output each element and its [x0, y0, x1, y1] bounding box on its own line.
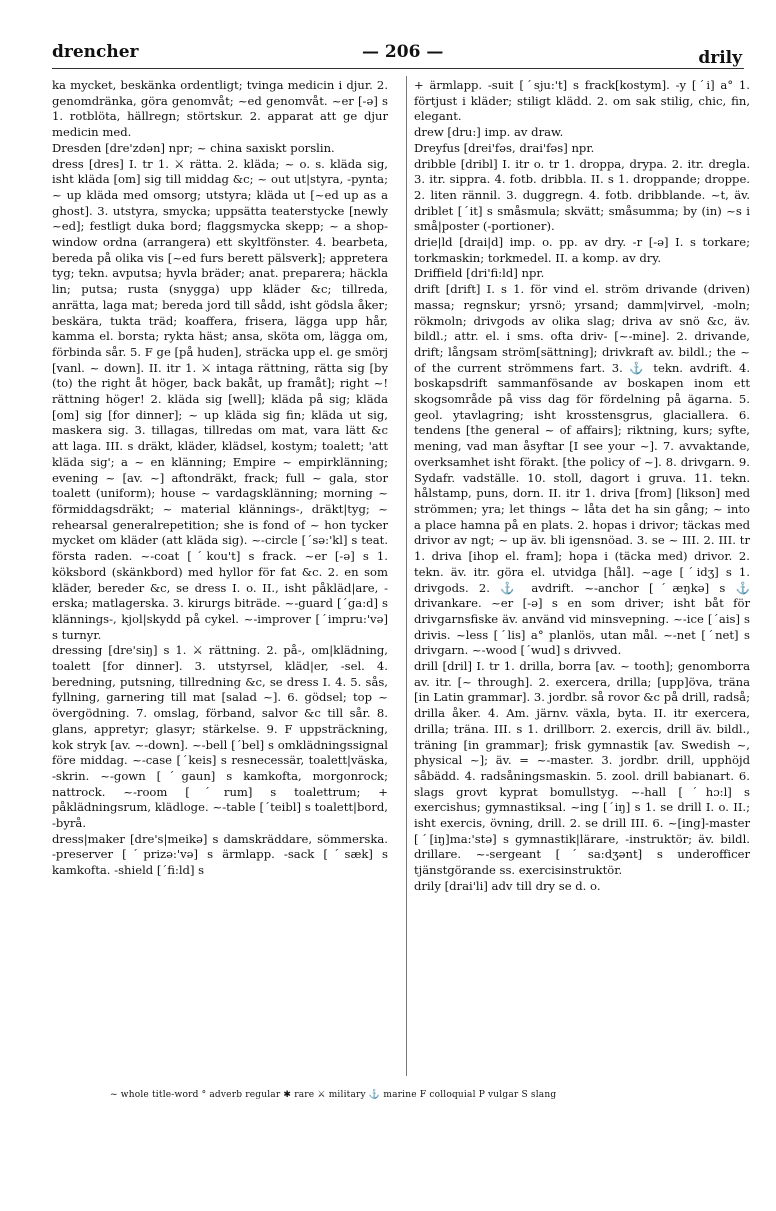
entry-drily: drily [drai'li] adv till dry se d. o. [414, 878, 601, 893]
page-number: — 206 — [362, 42, 444, 62]
entry-dried: drie|ld [drai|d] imp. o. pp. av dry. -r [-ə] I. s torkare; torkmaskin; torkmedel. II. a komp. av dry. [414, 235, 750, 265]
left-guide-word: drencher [52, 42, 139, 62]
right-guide-word: drily [698, 48, 742, 68]
left-column [52, 78, 388, 879]
right-column [414, 78, 750, 895]
page-header [52, 40, 742, 70]
header-rule [52, 68, 744, 69]
entry-dribble: dribble [dribl] I. itr o. tr 1. droppa, drypa. 2. itr. dregla. 3. itr. sippra. 4. fotb. dribbla. II. s 1. droppande; droppe. 2. liten rännil. 3. duggregn. 4. fotb. dribblande. ~t, äv. driblet [ˊit] s småsmula; skvätt; småsumma; by (in) ~s i små|poster (-portioner). [414, 156, 750, 234]
entry-ka-mycket: ka mycket, beskänka ordentligt; tvinga medicin i djur. 2. genomdränka, göra genomvåt; ~ed genomvåt. ~er [-ə] s 1. rotblöta, hällregn; störtskur. 2. apparat att ge djur medicin med. [52, 78, 388, 140]
entry-driffield: Driffield [dri'fi:ld] npr. [414, 266, 545, 281]
entry-dreyfus: Dreyfus [drei'fəs, drai'fəs] npr. [414, 140, 595, 155]
column-separator [406, 76, 407, 1076]
entry-drift: drift [drift] I. s 1. för vind el. ström drivande (driven) massa; regnskur; yrsnö; yrsand; damm|virvel, -moln; rökmoln; drivgods av olika slag; driva av snö &c, äv. bildl.; attr. el. i sms. ofta driv- [~-mine]. 2. drivande, drift; långsam ström[sättning]; drivkraft av. bildl.; the ~ of the current strömmens fart. 3. ⚓ tekn. avdrift. 4. boskapsdrift sammanfösande av boskapen inom ett skogsområde på viss dag för fördelning på ägarna. 5. geol. ytavlagring; isht krosstensgrus, glaciallera. 6. tendens [the general ~ of affairs]; riktning, kurs; syfte, mening, vad man åsyftar [I see your ~]. 7. avvaktande, overksamhet isht förakt. [the policy of ~]. 8. drivgarn. 9. Sydafr. vadställe. 10. stoll, dagort i gruva. 11. tekn. hålstamp, puns, dorn. II. itr 1. driva [from] [likson] med strömmen; yra; let things ~ låta det ha sin gång; ~ into a place hamna på en plats. 2. hopas i drivor; täckas med drivor av ngt; ~ up äv. bli igensnöad. 3. se ~ III. 2. III. tr 1. driva [ihop el. fram]; hopa i (täcka med) drivor. 2. tekn. äv. itr. göra el. utvidga [hål]. ~age [ˊidʒ] s 1. drivgods. 2. ⚓ avdrift. ~-anchor [ˊæŋkə] s ⚓ drivankare. ~er [-ə] s en som driver; isht båt för drivgarnsfiske äv. använd vid minsvepning. ~-ice [ˊais] s drivis. ~less [ˊlis] a° planlös, utan mål. ~-net [ˊnet] s drivgarn. ~-wood [ˊwud] s drivved. [414, 282, 750, 658]
entry-dressing: dressing [dre'siŋ] s 1. ⚔ rättning. 2. på-, om|klädning, toalett [for dinner]. 3. utstyrsel, kläd|er, -sel. 4. beredning, putsning, tillredning &c, se dress I. 4. 5. sås, fyllning, garnering till mat [salad ~]. 6. gödsel; top ~ övergödning. 7. omslag, förband, salvor &c till sår. 8. glans, appretyr; glasyr; stärkelse. 9. F uppsträckning, kok stryk [av. ~-down]. ~-bell [ˊbel] s omklädningssignal före middag. ~-case [ˊkeis] s resnecessär, toalett|väska, -skrin. ~-gown [ˊgaun] s kamkofta, morgonrock; nattrock. ~-room [ˊrum] s toalettrum; + påklädningsrum, klädloge. ~-table [ˊteibl] s toalett|bord, -byrå. [52, 643, 388, 831]
symbol-legend: ~ whole title-word ° adverb regular ✱ rare ⚔ military ⚓ marine F colloquial P vulgar S slang [110, 1090, 557, 1100]
entry-drill: drill [dril] I. tr 1. drilla, borra [av. ~ tooth]; genomborra av. itr. [~ through]. 2. exercera, drilla; [upp]öva, träna [in Latin grammar]. 3. jordbr. så rovor &c på drill, radså; drilla åker. 4. Am. järnv. växla, byta. II. itr exercera, drilla; träna. III. s 1. drillborr. 2. exercis, drill äv. bildl., träning [in grammar]; frisk gymnastik [av. Swedish ~, physical ~]; äv. = ~-master. 3. jordbr. drill, upphöjd såbädd. 4. radsåningsmaskin. 5. zool. drill babianart. 6. slags grovt kyprat bomullstyg. ~-hall [ˊhɔ:l] s exercishus; gymnastiksal. ~ing [ˊiŋ] s 1. se drill I. o. II.; isht exercis, övning, drill. 2. se drill III. 6. ~[ing]-master [ˊ[iŋ]ma:'stə] s gymnastik|lärare, -instruktör; äv. bildl. drillare. ~-sergeant [ˊsa:dʒənt] s underofficer tjänstgörande ss. exercisinstruktör. [414, 659, 750, 878]
entry-drew: drew [dru:] imp. av draw. [414, 125, 564, 140]
entry-dressmaker: dress|maker [dre's|meikə] s damskräddare, sömmerska. -preserver [ˊprizə:'və] s ärmlapp. -sack [ˊsæk] s kamkofta. -shield [ˊfi:ld] s [52, 831, 388, 878]
entry-armlapp: + ärmlapp. -suit [ˊsju:'t] s frack[kostym]. -y [ˊi] a° 1. förtjust i kläder; stiligt klädd. 2. om sak stilig, chic, fin, elegant. [414, 78, 750, 124]
entry-dresden: Dresden [dre'zdən] npr; ~ china saxiskt porslin. [52, 140, 335, 155]
entry-dress: dress [dres] I. tr 1. ⚔ rätta. 2. kläda; ~ o. s. kläda sig, isht kläda [om] sig till middag &c; ~ out ut|styra, -pynta; ~ up kläda med omsorg; utstyra; kläda ut [~ed up as a ghost]. 3. utstyra, smycka; uppsätta teaterstycke [newly ~ed]; festligt duka bord; flaggsmycka skepp; ~ a shop-window ordna (arrangera) ett skyltfönster. 4. bearbeta, bereda på olika vis [~ed furs berett pälsverk]; appretera tyg; tekn. avputsa; hyvla bräder; anat. preparera; häckla lin; putsa; rusta (snygga) upp kläder &c; tillreda, anrätta, laga mat; bereda jord till sådd, isht gödsla åker; beskära, tukta träd; koaffera, frisera, lägga upp hår, kamma el. borsta; rykta häst; ansa, sköta om, lägga om, förbinda sår. 5. F ge [på huden], sträcka upp el. ge smörj [vanl. ~ down]. II. itr 1. ⚔ intaga rättning, rätta sig [by (to) the right åt höger, back bakåt, up framåt]; right ~! rättning höger! 2. kläda sig [well]; kläda på sig; kläda [om] sig [for dinner]; ~ up kläda sig fin; kläda ut sig, maskera sig. 3. tillagas, tillredas om mat, vara lätt &c att laga. III. s dräkt, kläder, klädsel, kostym; toalett; 'att kläda sig'; a ~ en klänning; Empire ~ empirklänning; evening ~ [av. ~] aftondräkt, frack; full ~ gala, stor toalett (uniform); house ~ vardagsklänning; morning ~ förmiddagsdräkt; ~ material klännings-, dräkt|tyg; ~ rehearsal generalrepetition; she is fond of ~ hon tycker mycket om kläder (att kläda sig). ~-circle [ˊsə:'kl] s teat. första raden. ~-coat [ˊkou't] s frack. ~er [-ə] s 1. köksbord (skänkbord) med hyllor för fat &c. 2. en som kläder, bereder &c, se dress I. o. II., isht påkläd|are, -erska; matlagerska. 3. kirurgs biträde. ~-guard [ˊga:d] s klännings-, kjol|skydd på cykel. ~-improver [ˊimpru:'və] s turnyr. [52, 156, 388, 642]
